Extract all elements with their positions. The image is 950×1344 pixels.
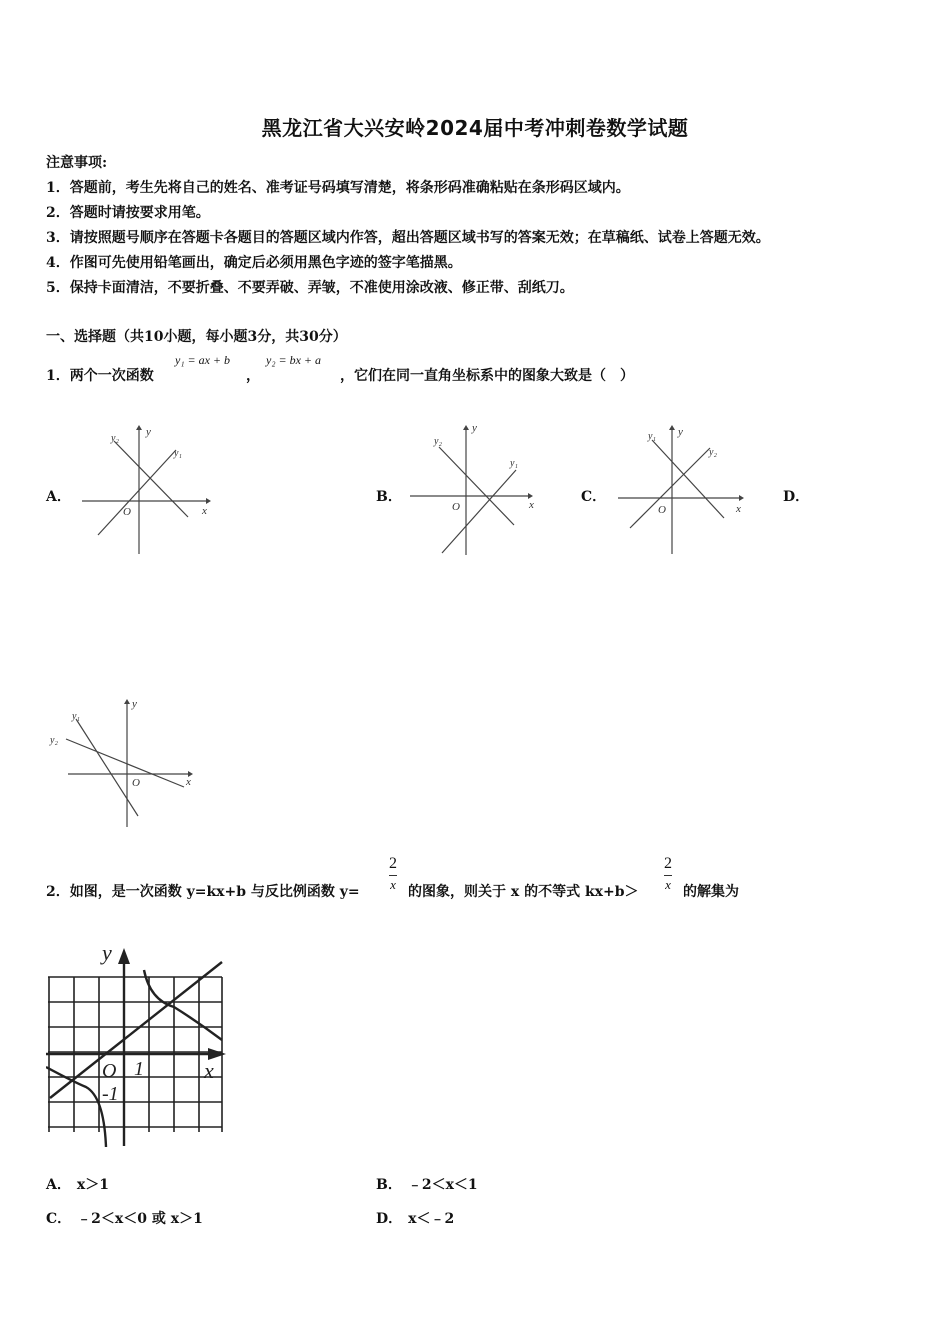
page-title: 黑龙江省大兴安岭2024届中考冲刺卷数学试题	[261, 116, 689, 140]
line-y2-label: y₂	[50, 735, 58, 746]
question-2-fraction-2	[664, 856, 672, 891]
line-y2-label: y₂	[111, 433, 119, 444]
question-1-function-2: y₂ = bx + a	[266, 353, 322, 367]
option-label: D．	[376, 1211, 403, 1227]
fraction-numerator: 2	[664, 855, 672, 872]
fraction-numerator: 2	[389, 855, 397, 872]
question-2-option-a[interactable]	[46, 1174, 109, 1194]
question-1-graph-d	[46, 694, 196, 830]
origin-label: O	[658, 504, 666, 516]
question-1-suffix: ，它们在同一直角坐标系中的图象大致是（ ）	[340, 368, 634, 384]
question-1-separator: ，	[246, 368, 260, 384]
question-1-prefix: 1．两个一次函数	[46, 368, 154, 384]
notice-item-5: 5．保持卡面清洁，不要折叠、不要弄破、弄皱，不准使用涂改液、修正带、刮纸刀。	[46, 280, 574, 296]
fraction-denominator: x	[665, 877, 671, 892]
axis-y-label: y	[146, 426, 151, 438]
axis-x-label: x	[202, 505, 207, 517]
line-y1-label: y₁	[648, 431, 656, 442]
option-label: B．	[376, 1177, 402, 1193]
question-1-graph-a	[78, 420, 218, 560]
origin-label: O	[452, 501, 460, 513]
notice-heading: 注意事项:	[46, 155, 108, 171]
question-1-option-c[interactable]: C．	[581, 489, 607, 505]
axis-x-label: x	[736, 503, 741, 515]
notice-item-2: 2．答题时请按要求用笔。	[46, 205, 210, 221]
question-1-graph-b	[404, 420, 554, 560]
line-y1-label: y₁	[72, 711, 80, 722]
origin-label: O	[123, 506, 131, 518]
question-2-option-b[interactable]	[376, 1174, 478, 1194]
question-2-prefix: 2．如图，是一次函数 y=kx+b 与反比例函数 y=	[46, 884, 360, 900]
axis-y-label: y	[132, 698, 137, 710]
question-1-option-a[interactable]: A．	[46, 489, 71, 505]
section-heading: 一、选择题（共10小题，每小题3分，共30分）	[46, 329, 347, 345]
question-2-option-d[interactable]	[376, 1208, 454, 1228]
notice-item-4: 4．作图可先使用铅笔画出，确定后必须用黑色字迹的签字笔描黑。	[46, 255, 462, 271]
question-2-suffix: 的解集为	[683, 884, 739, 900]
line-y1-label: y₁	[174, 448, 182, 459]
option-text: x＞1	[76, 1177, 109, 1193]
option-text: ﹣2＜x＜0 或 x＞1	[77, 1211, 203, 1227]
option-label: C．	[46, 1211, 72, 1227]
question-1-function-1: y₁ = ax + b	[175, 353, 231, 367]
origin-label: O	[102, 1060, 117, 1082]
question-2-option-c[interactable]	[46, 1208, 203, 1228]
axis-x-label: x	[186, 776, 191, 788]
fraction-denominator: x	[390, 877, 396, 892]
axis-y-label: y	[678, 426, 683, 438]
question-2-fraction-1	[389, 856, 397, 891]
line-y1-label: y₁	[510, 458, 518, 469]
notice-item-3: 3．请按照题号顺序在答题卡各题目的答题区域内作答，超出答题区域书写的答案无效；在草稿纸、试卷上答题无效。	[46, 230, 770, 246]
question-2-graph	[46, 942, 228, 1152]
axis-x-label: x	[529, 499, 534, 511]
tick-label-neg-1: -1	[102, 1083, 119, 1105]
axis-y-label: y	[472, 422, 477, 434]
axis-y-label: y	[102, 942, 112, 965]
line-y2-label: y₂	[434, 436, 442, 447]
question-1-option-b[interactable]: B．	[376, 489, 402, 505]
question-1-option-d[interactable]: D．	[783, 489, 810, 505]
axis-x-label: x	[204, 1058, 214, 1083]
option-text: ﹣2＜x＜1	[407, 1177, 478, 1193]
option-text: x＜﹣2	[408, 1211, 455, 1227]
notice-item-1: 1．答题前，考生先将自己的姓名、准考证号码填写清楚，将条形码准确粘贴在条形码区域内。	[46, 180, 630, 196]
question-2-middle: 的图象，则关于 x 的不等式 kx+b＞	[408, 884, 639, 900]
question-1-graph-c	[612, 420, 752, 560]
line-y2-label: y₂	[709, 447, 717, 458]
tick-label-1: 1	[134, 1058, 144, 1080]
option-label: A．	[46, 1177, 71, 1193]
origin-label: O	[132, 777, 140, 789]
